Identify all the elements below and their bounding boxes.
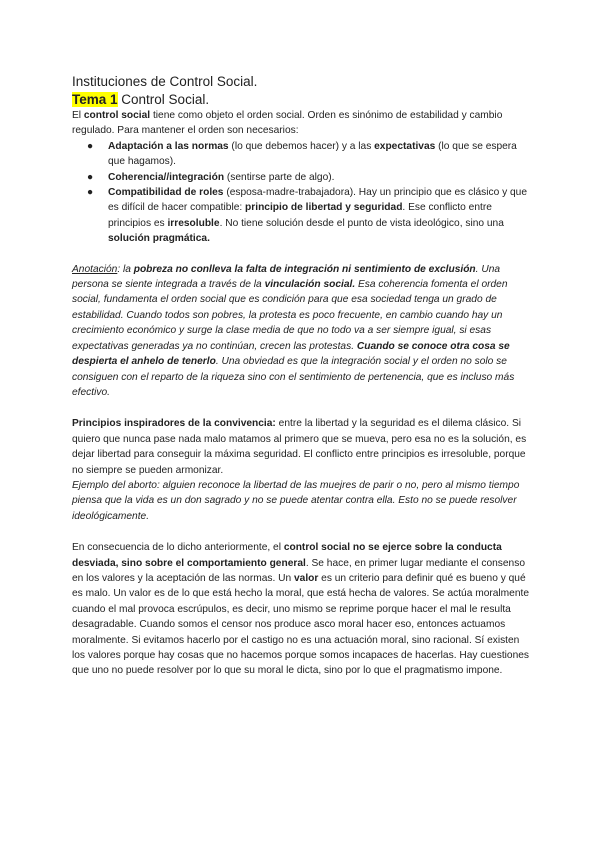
annotation-paragraph (72, 262, 532, 401)
consequence-bold-valor: valor (293, 572, 319, 584)
bullet-icon: ● (87, 171, 94, 183)
spacer (72, 524, 532, 540)
annotation-label: Anotación (72, 263, 118, 275)
consequence-bold: control social no se ejerce sobre la conducta desviada, sino sobre el comportamiento general (72, 542, 502, 569)
bullet-text: . Ese conflicto entre principios es (108, 202, 492, 229)
consequence-text: es un criterio para definir qué es bueno y qué es malo. Un valor es de lo que está hecho la moral, que está hecha de valores. Se actúa moralmente cuando el mal provoca escrúpulos, es decir, uno mismo se reprime porque hacer el mal le resulta desagradable. Cuando somos el censor nos produce asco moral hacer eso, entonces actuamos moralmente. Si evitamos hacerlo por el castigo no es una actuación moral, sino racional. Sí existen los valores porque hay cosas que no hacemos porque somos incapaces de hacerlas. Hay cuestiones que uno no puede resolver por lo que su moral le dicta, sino por lo que el pragmatismo impone. (72, 572, 530, 677)
annotation-bold: vinculación social. (264, 279, 356, 291)
list-item (72, 170, 532, 185)
highlighted-tema-label: Tema 1 (72, 92, 118, 107)
annotation-text: . Una persona se siente integrada a través de la (72, 263, 501, 291)
intro-paragraph (72, 108, 532, 139)
bullet-text: (sentirse parte de algo). (224, 171, 335, 183)
consequence-paragraph (72, 540, 532, 679)
bullet-bold: Coherencia//integración (108, 171, 225, 183)
abortion-example-paragraph: Ejemplo del aborto: alguien reconoce la libertad de las muejres de parir o no, pero al mismo tiempo piensa que la vida es un don sagrado y no se puede atentar contra ella. Esto no se puede resolver ideológicamente. (72, 479, 520, 522)
document-title: Instituciones de Control Social. (72, 74, 258, 89)
annotation-text: : la (117, 263, 134, 275)
document-content (72, 73, 532, 679)
bullet-bold: expectativas (374, 140, 436, 152)
intro-text-2: tiene como objeto el orden social. Orden es sinónimo de estabilidad y cambio regulado. Para mantener el orden son necesarios: (72, 110, 503, 137)
bullet-bold: principio de libertad y seguridad (245, 202, 403, 214)
list-item (72, 139, 532, 170)
annotation-bold: pobreza no conlleva la falta de integración ni sentimiento de exclusión (133, 263, 476, 275)
bullet-text: (lo que debemos hacer) y a las (228, 140, 375, 152)
principles-heading: Principios inspiradores de la convivencia: (72, 418, 276, 430)
consequence-text: En consecuencia de lo dicho anteriormente, el (72, 542, 284, 554)
annotation-bold: Cuando se conoce otra cosa se despierta el anhelo de tenerlo (72, 340, 510, 368)
bullet-icon: ● (87, 187, 94, 199)
requirements-list (72, 139, 532, 247)
intro-bold-control-social: control social (83, 110, 151, 121)
section-heading (72, 91, 532, 108)
principles-paragraph (72, 416, 532, 478)
bullet-text: (lo que se espera que hagamos). (108, 140, 517, 168)
spacer (72, 400, 532, 416)
bullet-text: . No tiene solución desde el punto de vista ideológico, sino una (219, 217, 504, 229)
principles-text: entre la libertad y la seguridad es el dilema clásico. Si quiero que nunca pase nada malo matamos al primero que se mueva, pero esa no es la solución, es dejar libertad para conseguir la máxima seguridad. El conflicto entre principios es irresoluble, porque no siempre se pueden armonizar. (72, 418, 527, 476)
bullet-bold: Adaptación a las normas (108, 140, 229, 152)
annotation-text: . Una obviedad es que la integración social y el orden no solo se consiguen con el reparto de la riqueza sino con el sentimiento de pertenencia, que es incluso más efectivo. (72, 356, 515, 398)
bullet-icon: ● (87, 140, 94, 152)
tema-title: Control Social. (117, 92, 210, 107)
list-item (72, 185, 532, 247)
spacer (72, 247, 532, 262)
bullet-bold: solución pragmática. (108, 233, 210, 245)
intro-text-1: El (72, 110, 84, 121)
annotation-text: Esa coherencia fomenta el orden social, fundamenta el orden social que es condición para que esa sociedad tenga un grado de estabilidad. Cuando todos son pobres, la protesta es poco frecuente, en cambio cuando hay un crecimiento económico y surge la clase media de que no todo va a ser siempre igual, si esas expectativas generadas ya no continúan, crecen las protestas. (72, 279, 508, 352)
bullet-bold: irresoluble (167, 217, 220, 229)
consequence-text: . Se hace, en primer lugar mediante el consenso en los valores y la aceptación de las normas. Un (72, 557, 525, 584)
bullet-text: (esposa-madre-trabajadora). Hay un principio que es clásico y que es difícil de hacer compatible: (108, 187, 528, 214)
bullet-bold: Compatibilidad de roles (108, 187, 224, 199)
